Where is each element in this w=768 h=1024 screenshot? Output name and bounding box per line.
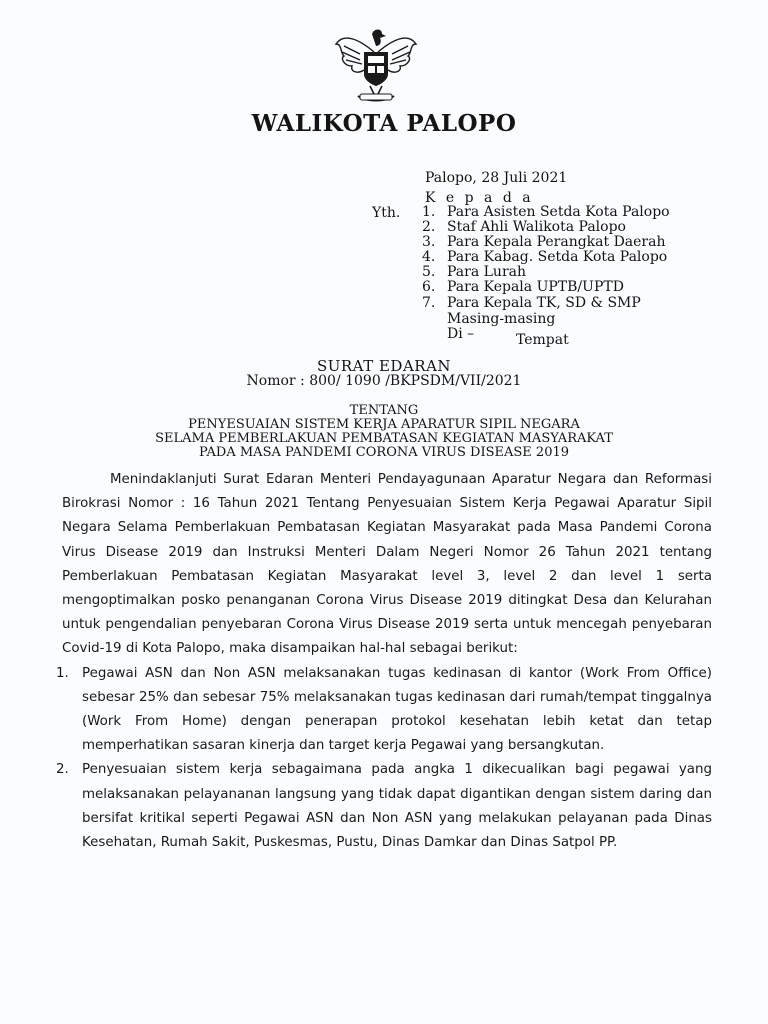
masing-masing-label: Masing-masing xyxy=(447,311,556,327)
point-item xyxy=(56,758,712,855)
recipient-list xyxy=(422,205,670,311)
point-text: Penyesuaian sistem kerja sebagaimana pada angka 1 dikecualikan bagi pegawai yang melaksanakan pelayananan langsung yang tidak dapat digantikan dengan sistem daring dan bersifat kritikal seperti Pegawai ASN dan Non ASN yang melakukan pelayanan pada Dinas Kesehatan, Rumah Sakit, Puskesmas, Pustu, Dinas Damkar dan Dinas Satpol PP. xyxy=(82,762,712,851)
kepada-label: K e p a d a xyxy=(425,190,534,206)
recipient-item: 6. Para Kepala UPTB/UPTD xyxy=(422,279,624,296)
point-item xyxy=(56,662,712,759)
garuda-emblem-icon xyxy=(330,22,422,108)
letter-body xyxy=(56,468,712,855)
points-list xyxy=(56,662,712,856)
circular-title: SURAT EDARAN xyxy=(316,357,452,375)
point-number: 1. xyxy=(56,665,69,681)
tentang-heading: TENTANG xyxy=(349,403,419,418)
point-text: Pegawai ASN dan Non ASN melaksanakan tugas kedinasan di kantor (Work From Office) sebesar 25% dan sebesar 75% melaksanakan tugas kedinasan dari rumah/tempat tinggalnya (Work From Home) dengan penerapan protokol kesehatan lebih ketat dan tetap memperhatikan sasaran kinerja dan target kerja Pegawai yang bersangkutan. xyxy=(82,665,712,754)
point-number: 2. xyxy=(56,762,69,778)
place-date: Palopo, 28 Juli 2021 xyxy=(425,170,568,186)
recipient-item: 3. Para Kepala Perangkat Daerah xyxy=(422,234,666,251)
subject-line: PADA MASA PANDEMI CORONA VIRUS DISEASE 2019 xyxy=(198,445,570,460)
recipient-item: 7. Para Kepala TK, SD & SMP xyxy=(422,294,641,311)
yth-label: Yth. xyxy=(372,205,401,221)
di-label: Di – xyxy=(447,326,475,342)
letterhead-title: WALIKOTA PALOPO xyxy=(251,110,517,137)
subject-line: PENYESUAIAN SISTEM KERJA APARATUR SIPIL NEGARA xyxy=(188,417,580,432)
recipient-item: 2. Staf Ahli Walikota Palopo xyxy=(422,219,626,236)
recipient-item: 5. Para Lurah xyxy=(422,264,526,281)
tempat-label: Tempat xyxy=(516,332,569,348)
intro-paragraph: Menindaklanjuti Surat Edaran Menteri Pendayagunaan Aparatur Negara dan Reformasi Birokrasi Nomor : 16 Tahun 2021 Tentang Penyesuaian Sistem Kerja Pegawai Aparatur Sipil Negara Selama Pemberlakuan Pembatasan Kegiatan Masyarakat pada Masa Pandemi Corona Virus Disease 2019 dan Instruksi Menteri Dalam Negeri Nomor 26 Tahun 2021 tentang Pemberlakuan Pembatasan Kegiatan Masyarakat level 3, level 2 dan level 1 serta mengoptimalkan posko penanganan Corona Virus Disease 2019 ditingkat Desa dan Kelurahan untuk pengendalian penyebaran Corona Virus Disease 2019 serta untuk mencegah penyebaran Covid-19 di Kota Palopo, maka disampaikan hal-hal sebagai berikut: xyxy=(62,472,712,657)
recipient-item: 4. Para Kabag. Setda Kota Palopo xyxy=(422,249,668,266)
circular-number: Nomor : 800/ 1090 /BKPSDM/VII/2021 xyxy=(246,373,522,389)
subject-line: SELAMA PEMBERLAKUAN PEMBATASAN KEGIATAN MASYARAKAT xyxy=(155,431,613,446)
recipient-item: 1. Para Asisten Setda Kota Palopo xyxy=(422,204,670,220)
subject-heading xyxy=(0,418,768,460)
